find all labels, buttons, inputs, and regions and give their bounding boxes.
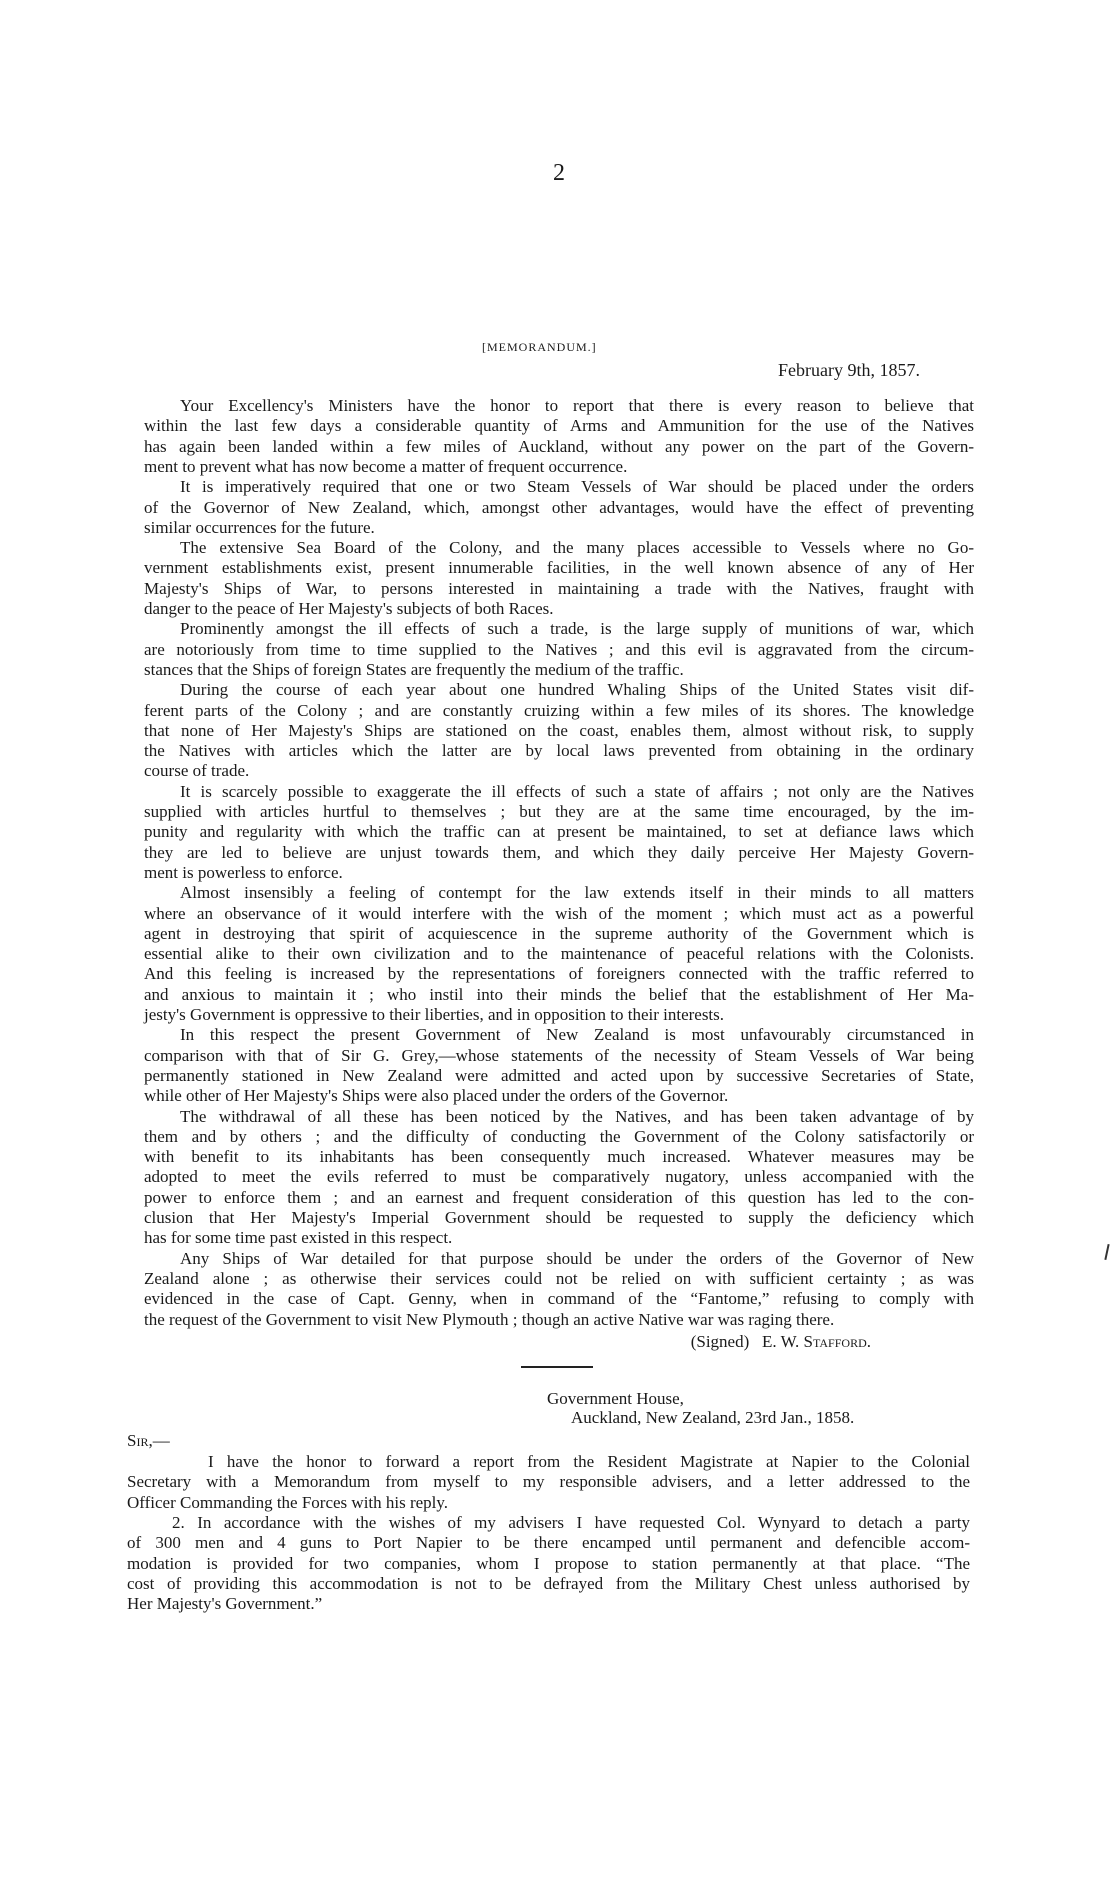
memorandum-date: February 9th, 1857.: [778, 360, 920, 380]
text-line: The withdrawal of all these has been noticed by the Natives, and has been taken advantage of by: [180, 1106, 974, 1126]
text-line: ment is powerless to enforce.: [144, 862, 343, 882]
letter-address-line-2: Auckland, New Zealand, 23rd Jan., 1858.: [571, 1408, 855, 1427]
text-line: them and by others ; and the difficulty of conducting the Government of the Colony satisfactorily or: [144, 1126, 974, 1146]
text-line: ferent parts of the Colony ; and are constantly cruizing within a few miles of its shores. The knowledge: [144, 700, 974, 720]
text-line: In this respect the present Government of New Zealand is most unfavourably circumstanced in: [180, 1025, 974, 1045]
text-line: are notoriously from time to time supplied to the Natives ; and this evil is aggravated from the circum-: [144, 639, 974, 659]
text-line: modation is provided for two companies, whom I propose to station permanently at that place. “The: [127, 1553, 970, 1573]
text-line: power to enforce them ; and an earnest and frequent consideration of this question has led to the con-: [144, 1187, 974, 1207]
text-line: During the course of each year about one hundred Whaling Ships of the United States visit dif-: [180, 680, 974, 700]
scan-mark: [1104, 1244, 1109, 1260]
text-line: where an observance of it would interfere with the wish of the moment ; which must act as a powerful: [144, 903, 974, 923]
text-line: they are led to believe are unjust towards them, and which they daily perceive Her Majesty Govern-: [144, 842, 974, 862]
text-line: cost of providing this accommodation is not to be defrayed from the Military Chest unless authorised by: [127, 1573, 970, 1593]
text-line: of 300 men and 4 guns to Port Napier to be there encamped until permanent and defencible accom-: [127, 1533, 970, 1553]
text-line: Almost insensibly a feeling of contempt for the law extends itself in their minds to all matters: [180, 883, 974, 903]
text-line: 2. In accordance with the wishes of my advisers I have requested Col. Wynyard to detach a party: [172, 1512, 970, 1532]
text-line: Her Majesty's Government.”: [127, 1594, 323, 1614]
text-line: and anxious to maintain it ; who instil into their minds the belief that the establishment of Her Ma-: [144, 984, 974, 1004]
text-line: evidenced in the case of Capt. Genny, when in command of the “Fantome,” refusing to comply with: [144, 1289, 974, 1309]
text-line: It is scarcely possible to exaggerate the ill effects of such a state of affairs ; not only are the Natives: [180, 781, 974, 801]
text-line: The extensive Sea Board of the Colony, and the many places accessible to Vessels where no Go-: [180, 538, 974, 558]
text-line: danger to the peace of Her Majesty's subjects of both Races.: [144, 599, 554, 618]
text-line: the request of the Government to visit New Plymouth ; though an active Native war was raging there.: [144, 1309, 835, 1329]
text-line: Your Excellency's Ministers have the honor to report that there is every reason to believe that: [180, 396, 974, 415]
text-line: And this feeling is increased by the representations of foreigners connected with the traffic referred to: [144, 964, 974, 984]
text-line: Officer Commanding the Forces with his reply.: [127, 1492, 449, 1512]
text-line: the Natives with articles which the latter are by local laws prevented from obtaining in the ordinary: [144, 741, 974, 761]
page-number: 2: [553, 160, 565, 186]
text-line: of the Governor of New Zealand, which, amongst other advantages, would have the effect of preventing: [144, 497, 974, 517]
text-line: vernment establishments exist, present innumerable facilities, in the well known absence of any of Her: [144, 558, 974, 578]
salutation-text: Sir,—: [127, 1431, 170, 1450]
text-line: ment to prevent what has now become a matter of frequent occurrence.: [144, 456, 628, 476]
text-line: agent in destroying that spirit of acquiescence in the supreme authority of the Government which is: [144, 923, 974, 943]
letter-salutation: [127, 1431, 170, 1451]
text-line: that none of Her Majesty's Ships are stationed on the coast, enables them, almost without risk, to supply: [144, 720, 974, 740]
section-divider: [521, 1366, 593, 1368]
text-line: It is imperatively required that one or two Steam Vessels of War should be placed under the orders: [180, 477, 974, 497]
letter-address-line-1: Government House,: [547, 1389, 684, 1408]
text-line: permanently stationed in New Zealand were admitted and acted upon by successive Secretaries of State,: [144, 1065, 974, 1085]
text-line: clusion that Her Majesty's Imperial Government should be requested to supply the deficiency which: [144, 1208, 974, 1227]
text-line: Any Ships of War detailed for that purpose should be under the orders of the Governor of New: [180, 1248, 974, 1268]
text-line: similar occurrences for the future.: [144, 517, 375, 537]
text-line: Majesty's Ships of War, to persons interested in maintaining a trade with the Natives, fraught with: [144, 578, 974, 598]
text-line: has for some time past existed in this respect.: [144, 1228, 453, 1248]
text-line: stances that the Ships of foreign States are frequently the medium of the traffic.: [144, 659, 684, 679]
text-line: while other of Her Majesty's Ships were also placed under the orders of the Governor.: [144, 1086, 729, 1106]
signature-line: [691, 1332, 871, 1352]
text-line: jesty's Government is oppressive to their liberties, and in opposition to their interests.: [144, 1005, 725, 1024]
text-line: within the last few days a considerable quantity of Arms and Ammunition for the use of the Natives: [144, 416, 974, 436]
text-line: I have the honor to forward a report from the Resident Magistrate at Napier to the Colonial: [208, 1452, 970, 1471]
text-line: Prominently amongst the ill effects of such a trade, is the large supply of munitions of war, which: [180, 619, 974, 639]
memorandum-heading: [MEMORANDUM.]: [482, 340, 597, 354]
signatory-name: E. W. Stafford.: [762, 1332, 871, 1351]
text-line: course of trade.: [144, 761, 250, 781]
text-line: Zealand alone ; as otherwise their services could not be relied on with sufficient certainty ; as was: [144, 1268, 974, 1288]
text-line: Secretary with a Memorandum from myself to my responsible advisers, and a letter addressed to the: [127, 1472, 970, 1492]
text-line: adopted to meet the evils referred to must be comparatively nugatory, unless accompanied with the: [144, 1167, 974, 1187]
signed-label: (Signed): [690, 1332, 750, 1351]
text-line: punity and regularity with which the traffic can at present be maintained, to set at defiance laws which: [144, 822, 974, 842]
text-line: has again been landed within a few miles of Auckland, without any power on the part of the Govern-: [144, 436, 974, 456]
text-line: essential alike to their own civilization and to the maintenance of peaceful relations with the Colonists.: [144, 944, 974, 964]
text-line: supplied with articles hurtful to themselves ; but they are at the same time encouraged, by the im-: [144, 802, 974, 821]
text-line: with benefit to its inhabitants has been consequently much increased. Whatever measures may be: [144, 1147, 974, 1167]
text-line: comparison with that of Sir G. Grey,—whose statements of the necessity of Steam Vessels of War being: [144, 1045, 974, 1065]
